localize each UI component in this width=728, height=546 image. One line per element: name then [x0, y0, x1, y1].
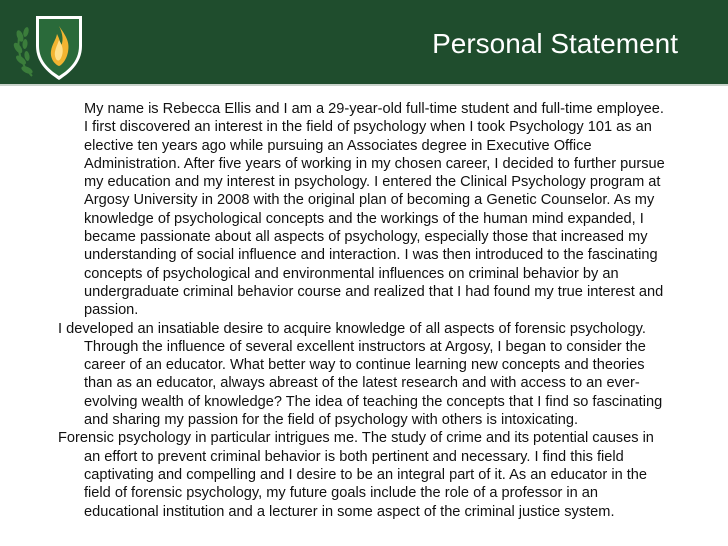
statement-paragraph: Forensic psychology in particular intrigues me. The study of crime and its potential causes in an effort to prevent criminal behavior is both pertinent and necessary. I find this field captivating and compelling and I desire to be an integral part of it. As an educator in the field of forensic psychology, my future goals include the role of a professor in an educational institution and a lecturer in some aspect of the criminal justice system. [58, 430, 654, 520]
slide-title: Personal Statement [432, 28, 678, 59]
statement-paragraph: My name is Rebecca Ellis and I am a 29-year-old full-time student and full-time employee. I first discovered an interest in the field of psychology when I took Psychology 101 as an elective ten years ago while pursuing an Associates degree in Executive Office Administration. After five years of working in my chosen career, I decided to further pursue my education and my interest in psychology. I entered the Clinical Psychology program at Argosy University in 2008 with the original plan of becoming a Genetic Counselor. As my knowledge of psychological concepts and the workings of the human mind expanded, I became passionate about all aspects of psychology, especially those that increased my understanding of social influence and interaction. I was then introduced to the fascinating concepts of psychological and environmental influences on criminal behavior by an undergraduate criminal behavior course and realized that I had found my true interest and passion. [84, 101, 665, 319]
statement-body [58, 100, 668, 521]
statement-paragraph: I developed an insatiable desire to acquire knowledge of all aspects of forensic psychology. Through the influence of several excellent instructors at Argosy, I began to consider the career of an educator. What better way to continue learning new concepts and theories than as an educator, always abreast of the latest research and with access to an ever-evolving wealth of knowledge? The idea of teaching the concepts that I find so fascinating and sharing my passion for the field of psychology with others is intoxicating. [58, 320, 663, 429]
university-shield-flame-icon [10, 6, 88, 84]
slide-header [0, 0, 728, 86]
